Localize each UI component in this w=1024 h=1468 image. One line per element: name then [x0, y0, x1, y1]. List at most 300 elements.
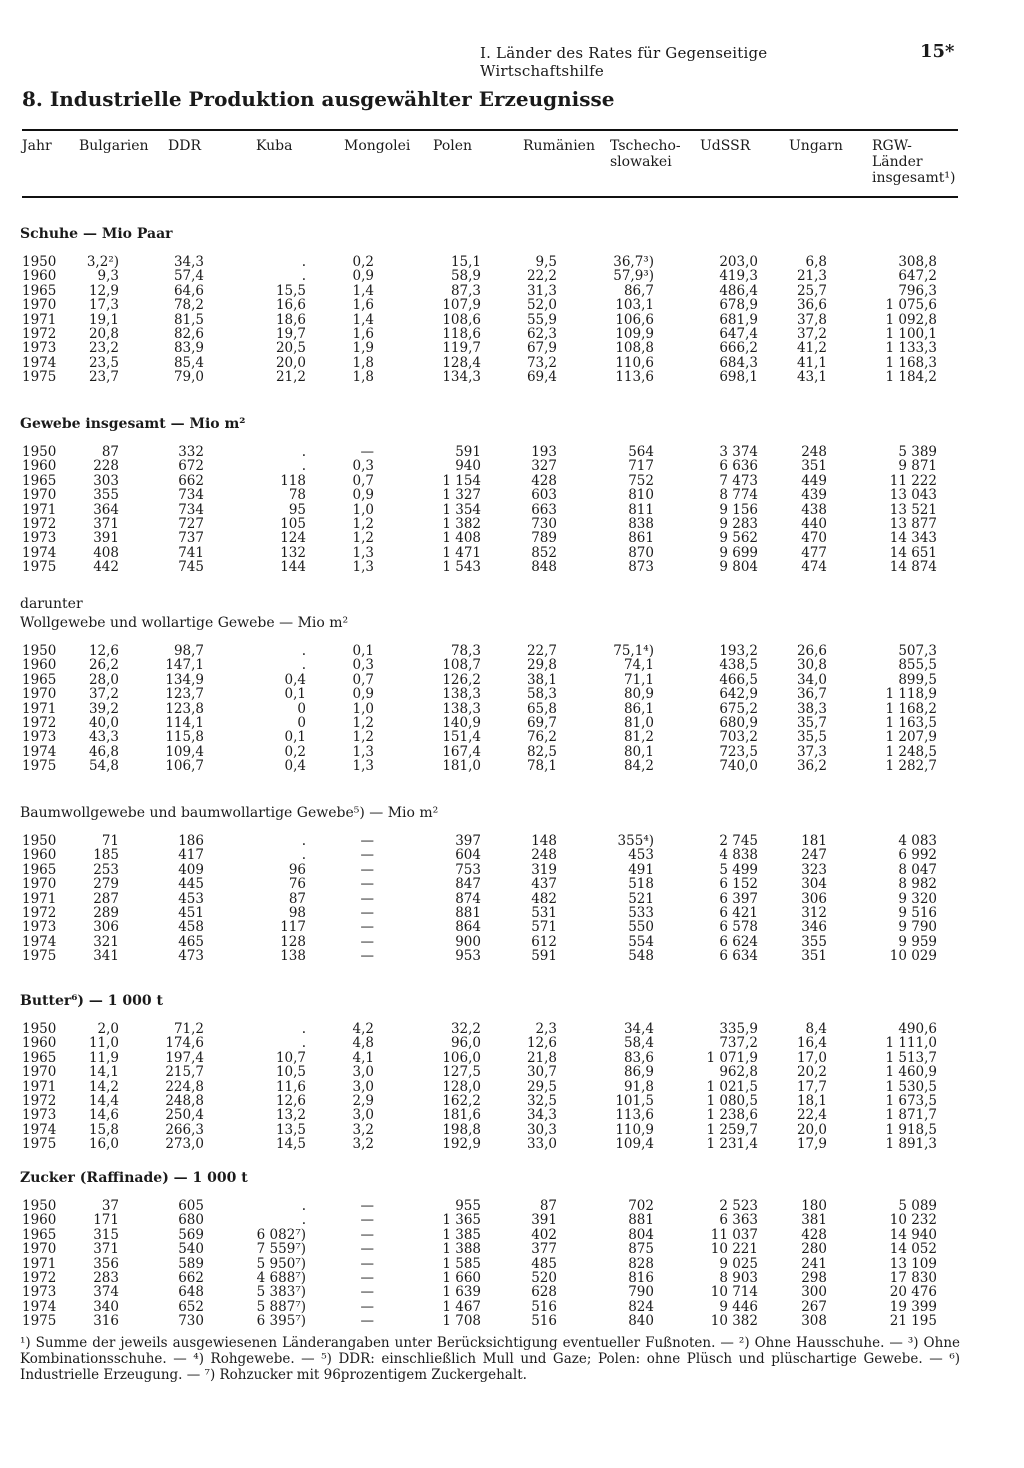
value-cell: 83,9 — [173, 340, 204, 357]
year-cell: 1973 — [22, 1107, 57, 1124]
value-cell: 19,7 — [275, 325, 306, 342]
value-cell: 14 651 — [889, 544, 937, 561]
value-cell: 43,1 — [796, 369, 827, 386]
year-cell: 1950 — [22, 444, 57, 460]
year-cell: 1965 — [22, 1049, 57, 1066]
value-cell: 167,4 — [442, 743, 481, 760]
value-cell: 1 259,7 — [706, 1121, 758, 1138]
value-cell: 109,4 — [165, 743, 204, 760]
value-cell: 824 — [628, 1298, 654, 1315]
value-cell: 848 — [531, 559, 557, 576]
value-cell: 531 — [531, 904, 557, 921]
value-cell: . — [301, 833, 306, 849]
value-cell: 57,9³) — [613, 268, 654, 285]
value-cell: 0,9 — [352, 487, 374, 504]
value-cell: 1,3 — [352, 544, 374, 561]
value-cell: 0 — [297, 714, 306, 731]
value-cell: 1 918,5 — [885, 1121, 937, 1138]
value-cell: 1,6 — [352, 325, 374, 342]
value-cell: 900 — [455, 933, 481, 950]
table-row — [0, 863, 1024, 877]
value-cell: 490,6 — [898, 1021, 937, 1037]
value-cell: 0,4 — [284, 671, 306, 688]
value-cell: 87 — [288, 890, 306, 907]
column-header-kuba: Kuba — [256, 138, 293, 154]
value-cell: 20,8 — [88, 325, 119, 342]
value-cell: 9 025 — [719, 1255, 758, 1272]
value-cell: 13,5 — [275, 1121, 306, 1138]
value-cell: 881 — [455, 904, 481, 921]
year-cell: 1965 — [22, 282, 57, 299]
value-cell: 4 688⁷) — [256, 1269, 306, 1286]
value-cell: 491 — [628, 861, 654, 878]
section-title-zucker: Zucker (Raffinade) — 1 000 t — [20, 1170, 248, 1186]
value-cell: 76,2 — [526, 729, 557, 746]
value-cell: 180 — [801, 1198, 827, 1214]
value-cell: — — [360, 833, 374, 849]
section-title-baumwollgewebe: Baumwollgewebe und baumwollartige Gewebe⁵) — Mio m² — [20, 805, 439, 821]
value-cell: 1 354 — [442, 501, 481, 518]
value-cell: 74,1 — [623, 657, 654, 674]
value-cell: 174,6 — [165, 1035, 204, 1052]
value-cell: 114,1 — [165, 714, 204, 731]
value-cell: 11 222 — [889, 472, 937, 489]
value-cell: 319 — [531, 861, 557, 878]
value-cell: 612 — [531, 933, 557, 950]
value-cell: 9 446 — [719, 1298, 758, 1315]
value-cell: 540 — [178, 1241, 204, 1258]
value-cell: 5 089 — [898, 1198, 937, 1214]
value-cell: 678,9 — [719, 297, 758, 314]
value-cell: 34,3 — [173, 254, 204, 270]
table-row — [0, 474, 1024, 488]
value-cell: 113,6 — [615, 1107, 654, 1124]
value-cell: 521 — [628, 890, 654, 907]
value-cell: 171 — [93, 1212, 119, 1229]
year-cell: 1974 — [22, 1121, 57, 1138]
year-cell: 1950 — [22, 833, 57, 849]
value-cell: 30,7 — [526, 1064, 557, 1081]
value-cell: 477 — [801, 544, 827, 561]
value-cell: 0,1 — [284, 729, 306, 746]
value-cell: 62,3 — [526, 325, 557, 342]
value-cell: 1 111,0 — [885, 1035, 937, 1052]
value-cell: 273,0 — [165, 1136, 204, 1153]
value-cell: 34,4 — [623, 1021, 654, 1037]
value-cell: 4 838 — [719, 847, 758, 864]
value-cell: 306 — [93, 919, 119, 936]
value-cell: 43,3 — [88, 729, 119, 746]
value-cell: 228 — [93, 458, 119, 475]
value-cell: 38,3 — [796, 700, 827, 717]
table-row — [0, 920, 1024, 934]
value-cell: 591 — [531, 948, 557, 965]
value-cell: 0,1 — [352, 643, 374, 659]
value-cell: 17,3 — [88, 297, 119, 314]
value-cell: 458 — [178, 919, 204, 936]
value-cell: 41,1 — [796, 354, 827, 371]
value-cell: 14 874 — [889, 559, 937, 576]
table-row — [0, 1271, 1024, 1285]
value-cell: 955 — [455, 1198, 481, 1214]
table-row — [0, 1199, 1024, 1213]
value-cell: 453 — [178, 890, 204, 907]
value-cell: 36,6 — [796, 297, 827, 314]
value-cell: 80,9 — [623, 686, 654, 703]
value-cell: 752 — [628, 472, 654, 489]
table-row — [0, 1257, 1024, 1271]
year-cell: 1960 — [22, 847, 57, 864]
value-cell: 666,2 — [719, 340, 758, 357]
value-cell: 1 660 — [442, 1269, 481, 1286]
year-cell: 1974 — [22, 354, 57, 371]
value-cell: 55,9 — [526, 311, 557, 328]
value-cell: 12,6 — [526, 1035, 557, 1052]
value-cell: 1 543 — [442, 559, 481, 576]
value-cell: 355⁴) — [617, 833, 654, 849]
value-cell: 723,5 — [719, 743, 758, 760]
value-cell: 16,4 — [796, 1035, 827, 1052]
value-cell: 13 043 — [889, 487, 937, 504]
value-cell: . — [301, 657, 306, 674]
value-cell: 134,3 — [442, 369, 481, 386]
year-cell: 1975 — [22, 1136, 57, 1153]
year-cell: 1970 — [22, 1064, 57, 1081]
value-cell: 662 — [178, 1269, 204, 1286]
year-cell: 1965 — [22, 671, 57, 688]
value-cell: — — [360, 444, 374, 460]
year-cell: 1972 — [22, 325, 57, 342]
value-cell: 117 — [280, 919, 306, 936]
value-cell: 445 — [178, 876, 204, 893]
value-cell: 482 — [531, 890, 557, 907]
table-row — [0, 1228, 1024, 1242]
value-cell: 113,6 — [615, 369, 654, 386]
value-cell: 698,1 — [719, 369, 758, 386]
value-cell: 702 — [628, 1198, 654, 1214]
year-cell: 1975 — [22, 369, 57, 386]
value-cell: 1 408 — [442, 530, 481, 547]
value-cell: 603 — [531, 487, 557, 504]
value-cell: 87,3 — [450, 282, 481, 299]
table-row — [0, 313, 1024, 327]
table-row — [0, 1051, 1024, 1065]
value-cell: 128,0 — [442, 1078, 481, 1095]
value-cell: 192,9 — [442, 1136, 481, 1153]
value-cell: 308,8 — [898, 254, 937, 270]
section-title-schuhe: Schuhe — Mio Paar — [20, 226, 173, 242]
value-cell: 20,2 — [796, 1064, 827, 1081]
value-cell: 78,3 — [450, 643, 481, 659]
value-cell: 1 168,3 — [885, 354, 937, 371]
value-cell: 662 — [178, 472, 204, 489]
value-cell: 1 327 — [442, 487, 481, 504]
value-cell: 1 100,1 — [885, 325, 937, 342]
value-cell: 18,1 — [796, 1092, 827, 1109]
value-cell: 106,6 — [615, 311, 654, 328]
value-cell: 628 — [531, 1284, 557, 1301]
value-cell: 37 — [101, 1198, 119, 1214]
value-cell: 1,4 — [352, 311, 374, 328]
year-cell: 1971 — [22, 501, 57, 518]
value-cell: 12,9 — [88, 282, 119, 299]
value-cell: 29,5 — [526, 1078, 557, 1095]
value-cell: 109,4 — [615, 1136, 654, 1153]
value-cell: 840 — [628, 1313, 654, 1330]
value-cell: 442 — [93, 559, 119, 576]
header-rule — [22, 196, 958, 198]
value-cell: 3,0 — [352, 1064, 374, 1081]
value-cell: 507,3 — [898, 643, 937, 659]
value-cell: 3,2²) — [86, 254, 119, 270]
value-cell: . — [301, 847, 306, 864]
value-cell: 1,4 — [352, 282, 374, 299]
value-cell: 2,9 — [352, 1092, 374, 1109]
value-cell: 138 — [280, 948, 306, 965]
value-cell: 852 — [531, 544, 557, 561]
value-cell: 11 037 — [710, 1226, 758, 1243]
value-cell: 12,6 — [88, 643, 119, 659]
value-cell: 789 — [531, 530, 557, 547]
value-cell: 87 — [539, 1198, 557, 1214]
value-cell: 397 — [455, 833, 481, 849]
value-cell: 21,8 — [526, 1049, 557, 1066]
value-cell: 1,8 — [352, 369, 374, 386]
value-cell: 11,9 — [88, 1049, 119, 1066]
value-cell: . — [301, 444, 306, 460]
value-cell: 162,2 — [442, 1092, 481, 1109]
table-row — [0, 1213, 1024, 1227]
value-cell: 604 — [455, 847, 481, 864]
value-cell: 3,0 — [352, 1107, 374, 1124]
value-cell: 134,9 — [165, 671, 204, 688]
value-cell: 1 871,7 — [885, 1107, 937, 1124]
value-cell: 0,7 — [352, 671, 374, 688]
table-row — [0, 1080, 1024, 1094]
value-cell: 648 — [178, 1284, 204, 1301]
value-cell: 730 — [178, 1313, 204, 1330]
value-cell: 34,3 — [526, 1107, 557, 1124]
value-cell: 465 — [178, 933, 204, 950]
value-cell: 1 673,5 — [885, 1092, 937, 1109]
value-cell: 838 — [628, 515, 654, 532]
value-cell: 250,4 — [165, 1107, 204, 1124]
value-cell: 21 195 — [889, 1313, 937, 1330]
value-cell: 9 283 — [719, 515, 758, 532]
value-cell: 874 — [455, 890, 481, 907]
value-cell: 0 — [297, 700, 306, 717]
year-cell: 1971 — [22, 890, 57, 907]
value-cell: 377 — [531, 1241, 557, 1258]
value-cell: 571 — [531, 919, 557, 936]
value-cell: 374 — [93, 1284, 119, 1301]
value-cell: 17 830 — [889, 1269, 937, 1286]
value-cell: — — [360, 1298, 374, 1315]
value-cell: 1 207,9 — [885, 729, 937, 746]
value-cell: 1,8 — [352, 354, 374, 371]
page-number: 15* — [920, 41, 955, 62]
value-cell: — — [360, 861, 374, 878]
value-cell: 37,8 — [796, 311, 827, 328]
value-cell: 9 790 — [898, 919, 937, 936]
value-cell: 3,0 — [352, 1078, 374, 1095]
table-row — [0, 1036, 1024, 1050]
value-cell: 287 — [93, 890, 119, 907]
table-row — [0, 560, 1024, 574]
value-cell: 6 624 — [719, 933, 758, 950]
value-cell: 6 152 — [719, 876, 758, 893]
value-cell: — — [360, 1284, 374, 1301]
year-cell: 1972 — [22, 1269, 57, 1286]
value-cell: 550 — [628, 919, 654, 936]
value-cell: 96 — [288, 861, 306, 878]
value-cell: 140,9 — [442, 714, 481, 731]
value-cell: 647,4 — [719, 325, 758, 342]
year-cell: 1971 — [22, 1078, 57, 1095]
value-cell: 2,0 — [97, 1021, 119, 1037]
value-cell: 78,1 — [526, 758, 557, 775]
value-cell: — — [360, 876, 374, 893]
value-cell: 248,8 — [165, 1092, 204, 1109]
value-cell: 1 530,5 — [885, 1078, 937, 1095]
value-cell: 30,8 — [796, 657, 827, 674]
value-cell: 2 523 — [719, 1198, 758, 1214]
value-cell: 466,5 — [719, 671, 758, 688]
value-cell: 371 — [93, 1241, 119, 1258]
value-cell: 9 156 — [719, 501, 758, 518]
value-cell: 1,2 — [352, 515, 374, 532]
value-cell: 0,4 — [284, 758, 306, 775]
value-cell: 4,2 — [352, 1021, 374, 1037]
value-cell: 391 — [93, 530, 119, 547]
value-cell: 108,8 — [615, 340, 654, 357]
value-cell: 21,2 — [275, 369, 306, 386]
value-cell: 37,2 — [796, 325, 827, 342]
value-cell: 13 521 — [889, 501, 937, 518]
value-cell: — — [360, 1226, 374, 1243]
value-cell: 17,7 — [796, 1078, 827, 1095]
value-cell: 266,3 — [165, 1121, 204, 1138]
value-cell: 22,2 — [526, 268, 557, 285]
value-cell: 86,1 — [623, 700, 654, 717]
value-cell: 321 — [93, 933, 119, 950]
value-cell: 520 — [531, 1269, 557, 1286]
value-cell: 58,3 — [526, 686, 557, 703]
value-cell: — — [360, 904, 374, 921]
value-cell: 2 745 — [719, 833, 758, 849]
value-cell: 65,8 — [526, 700, 557, 717]
value-cell: 267 — [801, 1298, 827, 1315]
value-cell: 316 — [93, 1313, 119, 1330]
value-cell: 110,9 — [615, 1121, 654, 1138]
value-cell: 21,3 — [796, 268, 827, 285]
value-cell: 4,1 — [352, 1049, 374, 1066]
value-cell: 25,7 — [796, 282, 827, 299]
value-cell: 3 374 — [719, 444, 758, 460]
value-cell: 203,0 — [719, 254, 758, 270]
value-cell: . — [301, 1035, 306, 1052]
value-cell: 84,2 — [623, 758, 654, 775]
value-cell: 96,0 — [450, 1035, 481, 1052]
value-cell: 22,7 — [526, 643, 557, 659]
value-cell: 126,2 — [442, 671, 481, 688]
value-cell: 6 421 — [719, 904, 758, 921]
year-cell: 1965 — [22, 472, 57, 489]
value-cell: — — [360, 1198, 374, 1214]
table-row — [0, 1108, 1024, 1122]
value-cell: 279 — [93, 876, 119, 893]
value-cell: 1 708 — [442, 1313, 481, 1330]
value-cell: — — [360, 1241, 374, 1258]
value-cell: 14,2 — [88, 1078, 119, 1095]
value-cell: 554 — [628, 933, 654, 950]
value-cell: 745 — [178, 559, 204, 576]
value-cell: 31,3 — [526, 282, 557, 299]
value-cell: 9,5 — [535, 254, 557, 270]
value-cell: 15,8 — [88, 1121, 119, 1138]
value-cell: 1 467 — [442, 1298, 481, 1315]
value-cell: 248 — [801, 444, 827, 460]
table-row — [0, 255, 1024, 269]
value-cell: 289 — [93, 904, 119, 921]
value-cell: 109,9 — [615, 325, 654, 342]
value-cell: 58,4 — [623, 1035, 654, 1052]
table-row — [0, 298, 1024, 312]
value-cell: 101,5 — [615, 1092, 654, 1109]
value-cell: 1 231,4 — [706, 1136, 758, 1153]
table-row — [0, 949, 1024, 963]
value-cell: 428 — [801, 1226, 827, 1243]
value-cell: 828 — [628, 1255, 654, 1272]
value-cell: 364 — [93, 501, 119, 518]
value-cell: 9 804 — [719, 559, 758, 576]
year-cell: 1970 — [22, 1241, 57, 1258]
table-row — [0, 488, 1024, 502]
value-cell: 127,5 — [442, 1064, 481, 1081]
value-cell: 10 029 — [889, 948, 937, 965]
value-cell: — — [360, 847, 374, 864]
value-cell: — — [360, 1212, 374, 1229]
column-header-ungarn: Ungarn — [789, 138, 843, 154]
value-cell: 32,5 — [526, 1092, 557, 1109]
table-row — [0, 644, 1024, 658]
value-cell: 283 — [93, 1269, 119, 1286]
value-cell: 78,2 — [173, 297, 204, 314]
value-cell: 13 877 — [889, 515, 937, 532]
value-cell: 71 — [101, 833, 119, 849]
value-cell: 605 — [178, 1198, 204, 1214]
value-cell: 548 — [628, 948, 654, 965]
value-cell: 9 871 — [898, 458, 937, 475]
column-header-polen: Polen — [433, 138, 473, 154]
table-row — [0, 356, 1024, 370]
value-cell: 9,3 — [97, 268, 119, 285]
value-cell: 453 — [628, 847, 654, 864]
value-cell: — — [360, 933, 374, 950]
value-cell: 438 — [801, 501, 827, 518]
value-cell: 438,5 — [719, 657, 758, 674]
value-cell: 1 168,2 — [885, 700, 937, 717]
value-cell: 81,5 — [173, 311, 204, 328]
value-cell: 86,7 — [623, 282, 654, 299]
year-cell: 1974 — [22, 933, 57, 950]
section-rows-butter — [0, 1022, 1024, 1152]
value-cell: 14,1 — [88, 1064, 119, 1081]
value-cell: 300 — [801, 1284, 827, 1301]
running-head: I. Länder des Rates für Gegenseitige Wirtschaftshilfe — [480, 44, 768, 80]
value-cell: 64,6 — [173, 282, 204, 299]
year-cell: 1960 — [22, 1035, 57, 1052]
